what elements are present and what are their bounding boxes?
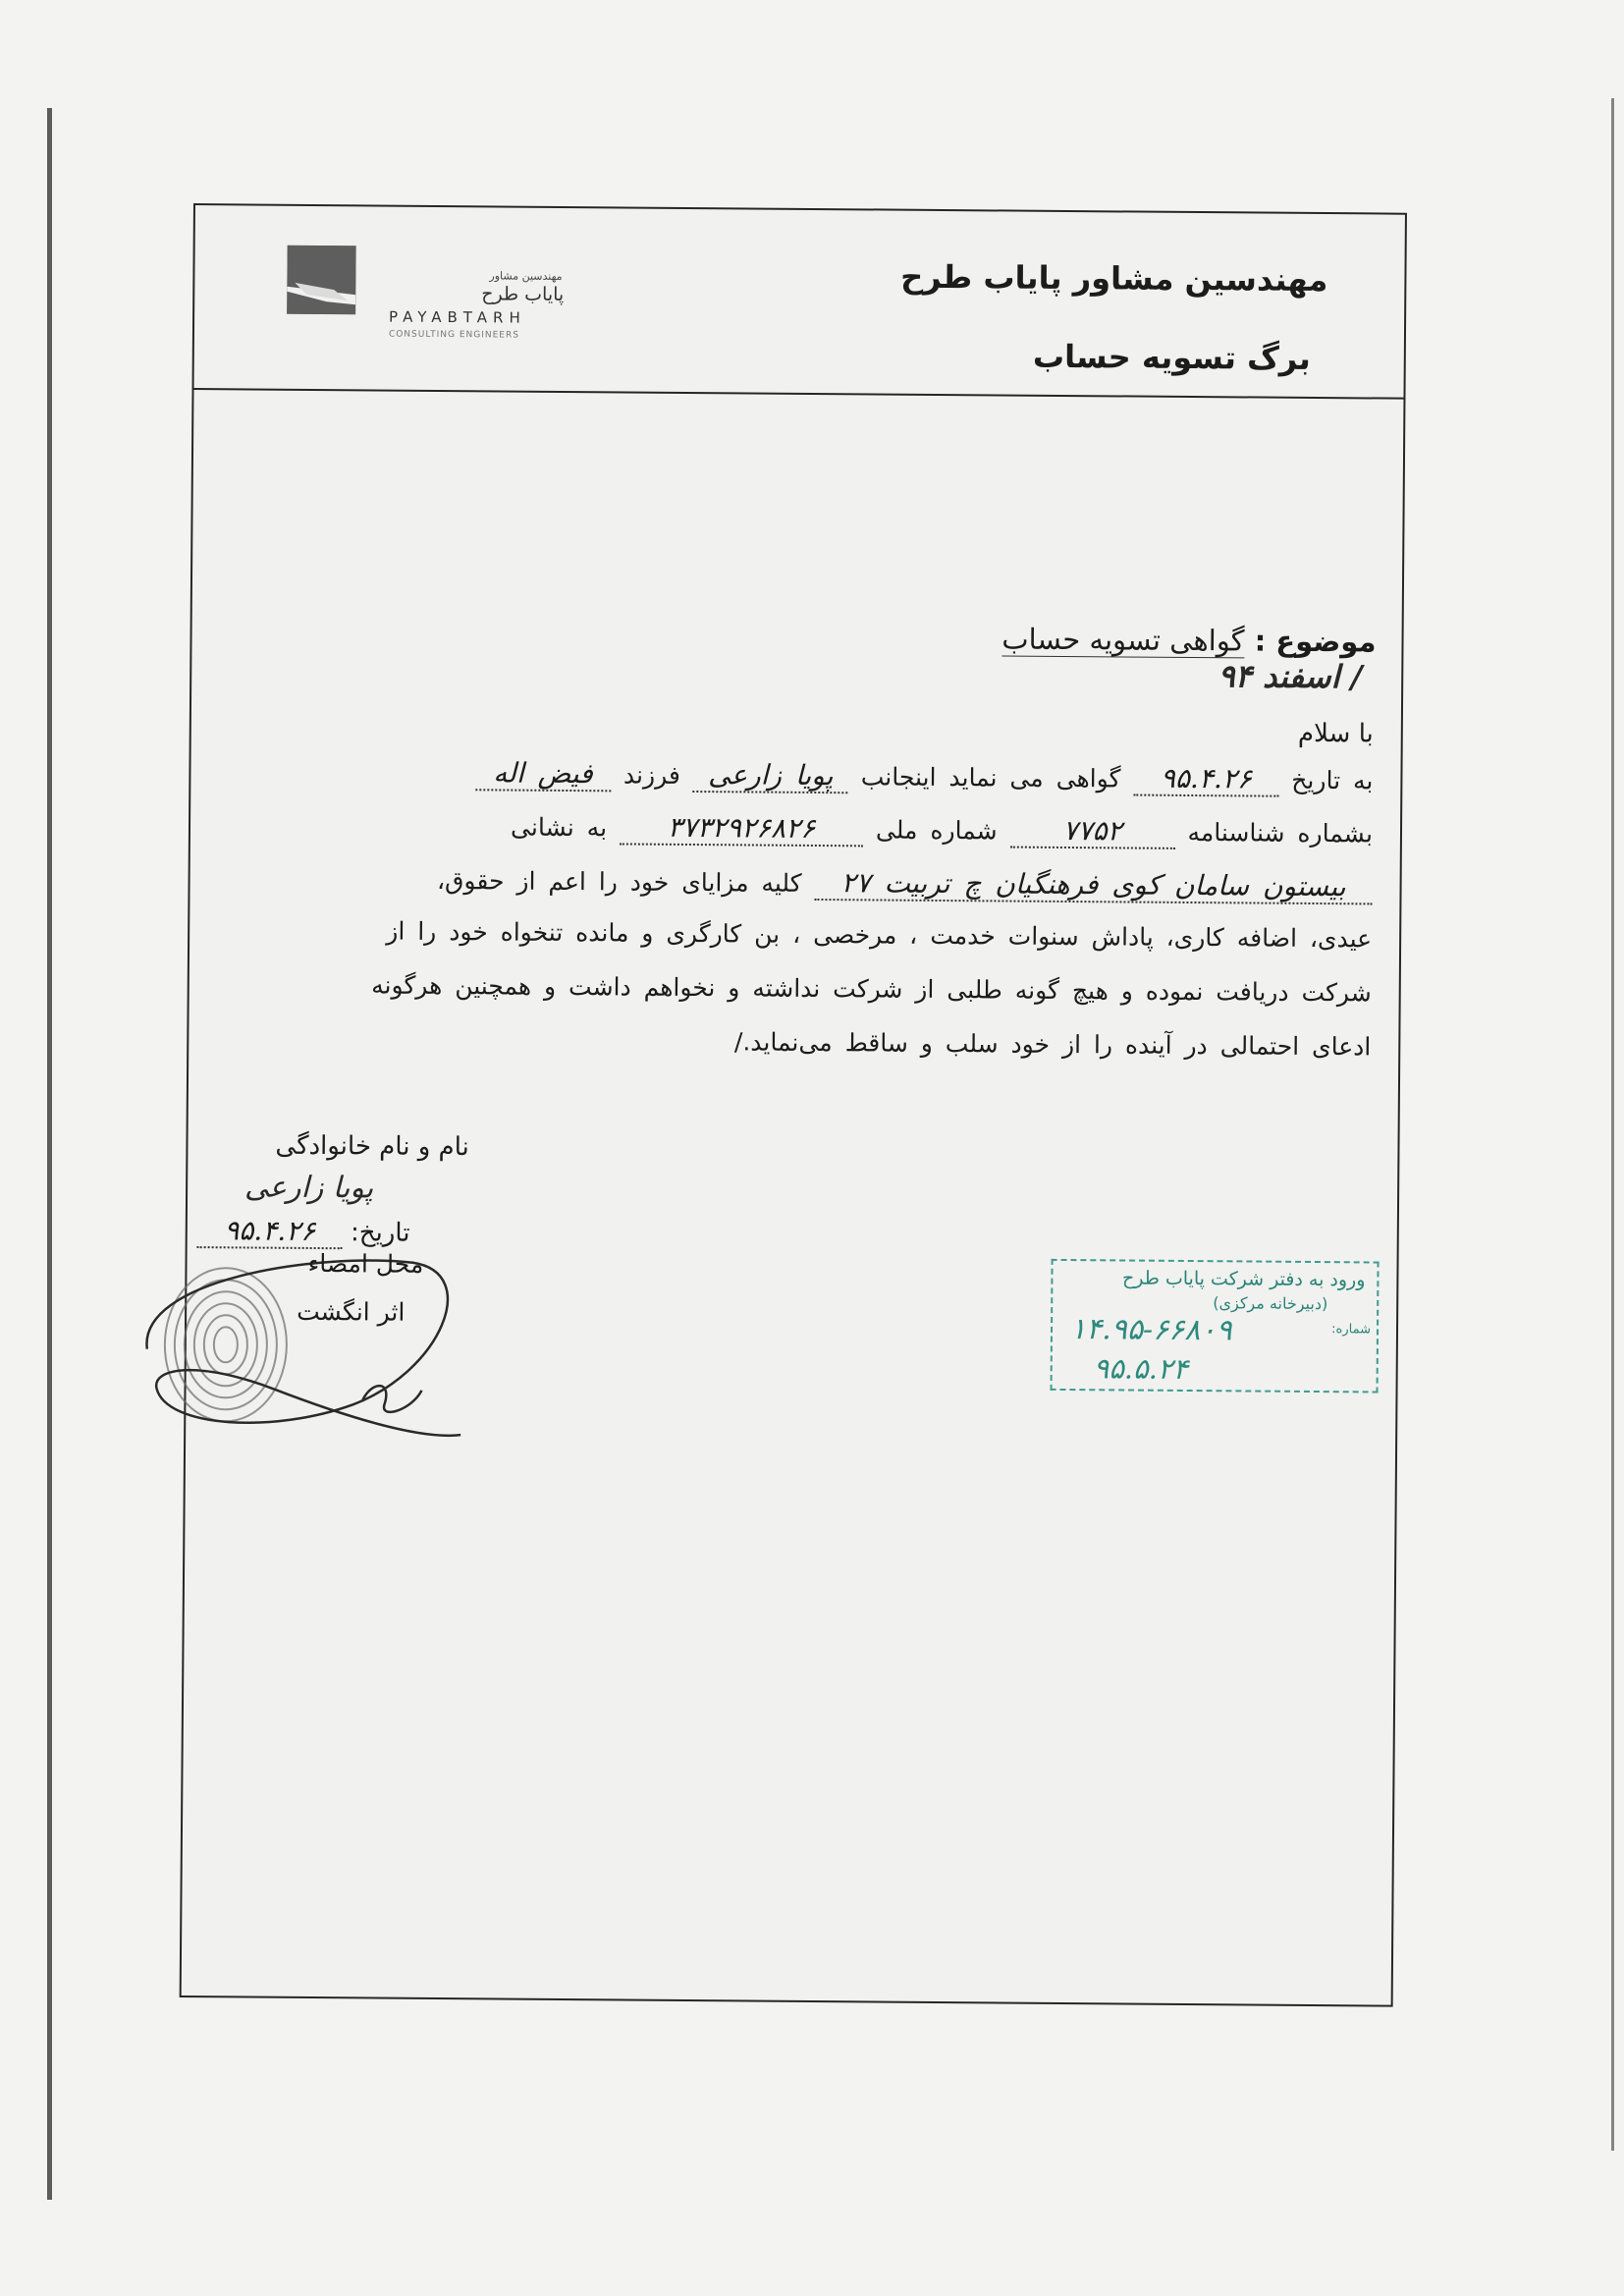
- scan-edge-right: [1611, 98, 1614, 2151]
- signature-date-label: تاریخ:: [350, 1218, 410, 1248]
- scan-edge-left: [47, 108, 52, 2200]
- signer-name: پویا زارعی: [244, 1170, 374, 1206]
- child-of-label: فرزند: [623, 760, 681, 790]
- father-name: فیض اله: [475, 756, 611, 792]
- stamp-title: ورود به دفتر شرکت پایاب طرح: [1121, 1267, 1366, 1291]
- cert-label: بشماره شناسنامه: [1187, 817, 1374, 848]
- body-line-4: عیدی، اضافه کاری، پاداش سنوات خدمت ، مرخصی ، بن کارگری و مانده تنخواه خود را از: [386, 916, 1373, 954]
- date-prefix: به تاریخ: [1291, 765, 1374, 795]
- logo-text-fa: پایاب طرح: [481, 283, 565, 305]
- subject-value: گواهی تسویه حساب: [1001, 622, 1376, 695]
- settlement-form: [180, 203, 1407, 2007]
- registry-stamp: [1051, 1259, 1380, 1394]
- name-label: نام و نام خانوادگی: [275, 1130, 469, 1163]
- company-logo-icon: [287, 246, 356, 315]
- stamp-date: ۹۵.۵.۲۴: [1093, 1351, 1189, 1386]
- body-line-5: شرکت دریافت نموده و هیچ گونه طلبی از شرکت نداشته و نخواهم داشت و همچنین هرگونه: [371, 970, 1372, 1008]
- sign-place-label: محل امضاء: [307, 1248, 424, 1279]
- body-line-6: ادعای احتمالی در آینده را از خود سلب و ساقط می‌نماید./: [733, 1027, 1372, 1062]
- address-label: به نشانی: [511, 812, 608, 843]
- signature-date-value: ۹۵.۴.۲۶: [197, 1214, 343, 1249]
- subject-label: موضوع :: [1254, 624, 1377, 659]
- stamp-number-label: شماره:: [1331, 1322, 1372, 1338]
- national-id: ۳۷۳۲۹۲۶۸۲۶: [620, 810, 863, 847]
- body-line-1: [214, 754, 1373, 797]
- date-value: ۹۵.۴.۲۶: [1133, 762, 1278, 797]
- benefits-text: کلیه مزایای خود را اعم از حقوق،: [436, 865, 802, 898]
- logo-text-en: PAYABTARH: [389, 307, 526, 327]
- thumbprint-label: اثر انگشت: [297, 1296, 406, 1327]
- national-id-label: شماره ملی: [875, 815, 998, 846]
- form-title: برگ تسویه حساب: [1032, 337, 1311, 377]
- stamp-subtitle: (دبیرخانه مرکزی): [1213, 1293, 1328, 1314]
- stamp-number: ۱۴.۹۵-۶۶۸۰۹: [1069, 1312, 1232, 1348]
- logo-subtitle: CONSULTING ENGINEERS: [388, 329, 520, 341]
- greeting: با سلام: [1297, 718, 1374, 749]
- subject-line: [1001, 622, 1377, 695]
- subject-handwritten: / اسفند ۹۴: [1218, 657, 1363, 696]
- form-header: [194, 205, 1405, 400]
- company-name: مهندسین مشاور پایاب طرح: [900, 257, 1328, 300]
- address-value: بیستون سامان کوی فرهنگیان چ تربیت ۲۷: [814, 866, 1372, 904]
- logo-text-small: مهندسین مشاور: [489, 269, 563, 283]
- signature-date-row: [197, 1214, 410, 1250]
- cert-number: ۷۷۵۲: [1009, 814, 1174, 849]
- declaration-text: گواهی می نماید اینجانب: [860, 762, 1121, 793]
- body-line-2: [214, 807, 1373, 850]
- employee-name: پویا زارعی: [693, 758, 848, 793]
- body-line-3: [213, 861, 1372, 904]
